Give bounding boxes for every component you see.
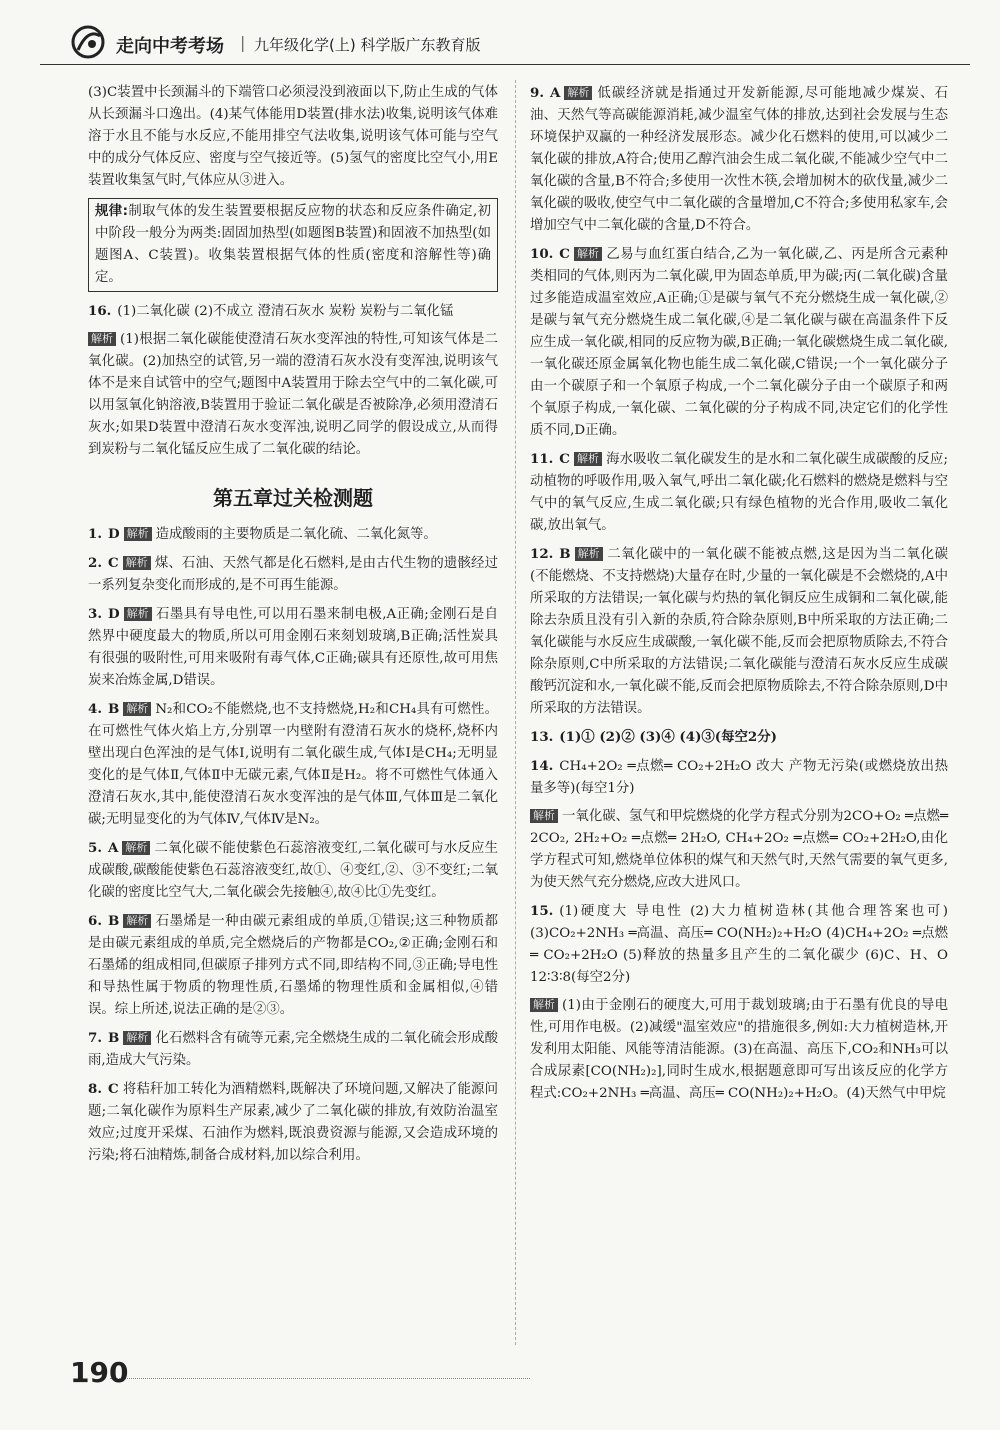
rule-text: 制取气体的发生装置要根据反应物的状态和反应条件确定,初中阶段一般分为两类:固固加热型(如题图B装置)和固液不加热型(如题图A、C装置)。收集装置根据气体的性质(密度和溶解性等)确定。 — [95, 204, 491, 285]
book-subject: 九年级化学(上) 科学版广东教育版 — [254, 36, 481, 54]
question-number: 8. — [88, 1081, 102, 1097]
explanation-text: 海水吸收二氧化碳发生的是水和二氧化碳生成碳酸的反应;动植物的呼吸作用,吸入氧气,呼出二氧化碳;化石燃料的燃烧是燃料与空气中的氧气反应,生成二氧化碳;只有绿色植物的光合作用,吸收二氧化碳,放出氧气。 — [530, 452, 948, 533]
analysis-tag: 解析 — [564, 86, 592, 100]
analysis-tag: 解析 — [88, 332, 116, 346]
analysis-tag: 解析 — [123, 702, 151, 716]
analysis-tag: 解析 — [124, 527, 152, 541]
section-title: 第五章过关检测题 — [213, 486, 373, 510]
question-item — [530, 448, 948, 537]
answer-letter: D — [107, 606, 120, 622]
explanation-16 — [88, 329, 498, 461]
question-number: 7. — [88, 1030, 102, 1046]
analysis-tag: 解析 — [575, 547, 603, 561]
question-number: 10. — [530, 246, 554, 262]
answer-letter: C — [107, 555, 119, 571]
answer-letter: A — [107, 840, 119, 856]
explanation-text: 石墨烯是一种由碳元素组成的单质,①错误;这三种物质都是由碳元素组成的单质,完全燃烧后的产物都是CO₂,②正确;金刚石和石墨烯的组成相同,但碳原子排列方式不同,即结构不同,③正确;导电性和导热性属于物质的物理性质,石墨烯的物理性质和金属相似,④错误。综上所述,说法正确的是②③。 — [88, 914, 498, 1017]
question-15 — [530, 900, 948, 989]
question-number: 11. — [530, 451, 554, 467]
explanation-text: N₂和CO₂不能燃烧,也不支持燃烧,H₂和CH₄具有可燃性。在可燃性气体火焰上方,分别罩一内壁附有澄清石灰水的烧杯,烧杯内壁出现白色浑浊的是气体Ⅰ,说明有二氧化碳生成,气体Ⅰ是CH₄;无明显变化的是气体Ⅱ,气体Ⅱ中无碳元素,气体Ⅱ是H₂。将不可燃性气体通入澄清石灰水,其中,能使澄清石灰水变浑浊的是气体Ⅲ,气体Ⅲ是二氧化碳;无明显变化的为气体Ⅳ,气体Ⅳ是N₂。 — [88, 702, 498, 827]
explanation-text: (1)由于金刚石的硬度大,可用于裁划玻璃;由于石墨有优良的导电性,可用作电极。(2)减缓"温室效应"的措施很多,例如:大力植树造林,开发利用太阳能、风能等清洁能源。(3)在高温、高压下,CO₂和NH₃可以合成尿素[CO(NH₂)₂],同时生成水,根据题意即可写出该反应的化学方程式:CO₂+2NH₃ ═高温、高压═ CO(NH₂)₂+H₂O。(4)天然气中甲烷 — [530, 998, 948, 1101]
analysis-tag: 解析 — [122, 841, 150, 855]
analysis-tag: 解析 — [574, 247, 602, 261]
question-number: 16. — [88, 303, 112, 319]
left-column — [88, 82, 498, 1173]
question-number: 15. — [530, 903, 554, 919]
answer-letter: A — [549, 85, 561, 101]
question-item — [88, 910, 498, 1021]
explanation-text: 石墨具有导电性,可以用石墨来制电极,A正确;金刚石是自然界中硬度最大的物质,所以可用金刚石来刻划玻璃,B正确;活性炭具有很强的吸附性,可用来吸附有毒气体,C正确;碳具有还原性,故可用焦炭来冶炼金属,D错误。 — [88, 607, 498, 688]
question-item — [88, 523, 498, 546]
series-logo-icon — [70, 24, 106, 60]
question-item — [530, 82, 948, 237]
footer-line — [110, 1378, 530, 1379]
answer-letter: B — [107, 913, 120, 929]
answer-continuation: (3)C装置中长颈漏斗的下端管口必须浸没到液面以下,防止生成的气体从长颈漏斗口逸出。(4)某气体能用D装置(排水法)收集,说明该气体难溶于水且不能与水反应,不能用排空气法收集,说明该气体可能与空气中的成分气体反应、密度与空气接近等。(5)氢气的密度比空气小,用E装置收集氢气时,气体应从③进入。 — [88, 85, 498, 188]
answer-letter: B — [559, 546, 571, 562]
page-number: 190 — [70, 1356, 129, 1389]
right-column — [530, 82, 948, 1111]
question-item — [88, 603, 498, 692]
question-item — [88, 837, 498, 904]
explanation-text: 一氧化碳、氢气和甲烷燃烧的化学方程式分别为2CO+O₂ ═点燃═ 2CO₂, 2H₂+O₂ ═点燃═ 2H₂O, CH₄+2O₂ ═点燃═ CO₂+2H₂O,由化学方程式可知,燃烧单位体积的煤气和天然气时,天然气需要的氧气更多,为使天然气充分燃烧,应改大进风口。 — [530, 809, 948, 890]
explanation-text: 二氧化碳中的一氧化碳不能被点燃,这是因为当二氧化碳(不能燃烧、不支持燃烧)大量存在时,少量的一氧化碳是不会燃烧的,A中所采取的方法错误;一氧化碳与灼热的氧化铜反应生成铜和二氧化碳,能除去杂质且没有引入新的杂质,符合除杂原则,B中所采取的方法正确;二氧化碳能与水反应生成碳酸,一氧化碳不能,反而会把原物质除去,不符合除杂原则,C中所采取的方法错误;二氧化碳能与澄清石灰水反应生成碳酸钙沉淀和水,一氧化碳不能,反而会把原物质除去,不符合除杂原则,D中所采取的方法错误。 — [530, 547, 948, 716]
question-number: 4. — [88, 701, 102, 717]
explanation-15 — [530, 995, 948, 1105]
analysis-tag: 解析 — [124, 607, 152, 621]
analysis-tag: 解析 — [530, 998, 558, 1012]
column-divider — [515, 80, 516, 1345]
question-number: 5. — [88, 840, 102, 856]
question-number: 9. — [530, 85, 544, 101]
answer-letter: C — [107, 1081, 119, 1097]
question-number: 2. — [88, 555, 102, 571]
answer-letter: B — [107, 1030, 120, 1046]
answer-text: (1)① (2)② (3)④ (4)③(每空2分) — [559, 729, 777, 745]
question-number: 14. — [530, 758, 554, 774]
page-header — [40, 20, 970, 65]
explanation-text: 化石燃料含有硫等元素,完全燃烧生成的二氧化硫会形成酸雨,造成大气污染。 — [88, 1031, 498, 1068]
answer-letter: C — [559, 246, 570, 262]
answer-text: (1)二氧化碳 (2)不成立 澄清石灰水 炭粉 炭粉与二氧化锰 — [117, 304, 454, 319]
answer-letter: C — [559, 451, 570, 467]
explanation-14 — [530, 806, 948, 894]
explanation-text: 二氧化碳不能使紫色石蕊溶液变红,二氧化碳可与水反应生成碳酸,碳酸能使紫色石蕊溶液变红,故①、④变红,②、③不变红;二氧化碳的密度比空气大,二氧化碳会先接触④,故④比①先变红。 — [88, 841, 498, 900]
answer-letter: D — [107, 526, 120, 542]
analysis-tag: 解析 — [574, 452, 602, 466]
question-number: 1. — [88, 526, 102, 542]
analysis-tag: 解析 — [530, 809, 558, 823]
rule-box — [88, 198, 498, 292]
series-title: 走向中考考场 — [116, 36, 224, 57]
question-number: 12. — [530, 546, 554, 562]
question-number: 3. — [88, 606, 102, 622]
explanation-text: 将秸秆加工转化为酒精燃料,既解决了环境问题,又解决了能源问题;二氧化碳作为原料生产尿素,减少了二氧化碳的排放,有效防治温室效应;过度开采煤、石油作为燃料,既浪费资源与能源,又会造成环境的污染;将石油精炼,制备合成材料,加以综合利用。 — [88, 1082, 498, 1163]
question-item — [530, 243, 948, 442]
question-13 — [530, 726, 948, 749]
explanation-text: 造成酸雨的主要物质是二氧化硫、二氧化氮等。 — [155, 527, 437, 542]
answer-text: CH₄+2O₂ ═点燃═ CO₂+2H₂O 改大 产物无污染(或燃烧放出热量多等)(每空1分) — [530, 759, 948, 796]
answer-text: (1)硬度大 导电性 (2)大力植树造林(其他合理答案也可) (3)CO₂+2NH₃ ═高温、高压═ CO(NH₂)₂+H₂O (4)CH₄+2O₂ ═点燃═ CO₂+2H₂O (5)释放的热量多且产生的二氧化碳少 (6)C、H、O 12∶3∶8(每空2分) — [530, 904, 948, 985]
analysis-tag: 解析 — [123, 556, 151, 570]
header-separator: | — [240, 33, 246, 52]
rule-label: 规律: — [95, 204, 128, 219]
answer-letter: B — [107, 701, 120, 717]
question-number: 13. — [530, 729, 554, 745]
explanation-text: 乙易与血红蛋白结合,乙为一氧化碳,乙、丙是所含元素种类相同的气体,则丙为二氧化碳,甲为固态单质,甲为碳;丙(二氧化碳)含量过多能造成温室效应,A正确;①是碳与氧气不充分燃烧生成一氧化碳,②是碳与氧气充分燃烧生成二氧化碳,④是二氧化碳与碳在高温条件下反应生成一氧化碳,相同的反应物为碳,B正确;一氧化碳燃烧生成二氧化碳,一氧化碳还原金属氧化物也能生成二氧化碳,C错误;一个一氧化碳分子由一个碳原子和一个氧原子构成,一个二氧化碳分子由一个碳原子和两个氧原子构成,一氧化碳、二氧化碳的分子构成不同,决定它们的化学性质不同,D正确。 — [530, 247, 948, 438]
analysis-tag: 解析 — [123, 914, 151, 928]
analysis-tag: 解析 — [123, 1031, 151, 1045]
explanation-text: (1)根据二氧化碳能使澄清石灰水变浑浊的特性,可知该气体是二氧化碳。(2)加热空的试管,另一端的澄清石灰水没有变浑浊,说明该气体不是来自试管中的空气;题图中A装置用于除去空气中的二氧化碳,可以用氢氧化钠溶液,B装置用于验证二氧化碳是否被除净,必须用澄清石灰水;如果D装置中澄清石灰水变浑浊,说明乙同学的假设成立,从而得到炭粉与二氧化锰反应生成了二氧化碳的结论。 — [88, 332, 498, 457]
explanation-text: 煤、石油、天然气都是化石燃料,是由古代生物的遗骸经过一系列复杂变化而形成的,是不可再生能源。 — [88, 556, 498, 593]
question-item — [88, 1078, 498, 1167]
question-item — [88, 552, 498, 597]
question-item — [88, 1027, 498, 1072]
explanation-text: 低碳经济就是指通过开发新能源,尽可能地减少煤炭、石油、天然气等高碳能源消耗,减少温室气体的排放,达到社会发展与生态环境保护双赢的一种经济发展形态。减少化石燃料的使用,可以减少二氧化碳的排放,A符合;使用乙醇汽油会生成二氧化碳,不能减少空气中二氧化碳的含量,B不符合;多使用一次性木筷,会增加树木的砍伐量,减少二氧化碳的吸收,使空气中二氧化碳的含量增加,C不符合;多使用私家车,会增加空气中二氧化碳的含量,D不符合。 — [530, 86, 948, 233]
question-item — [530, 543, 948, 720]
question-16 — [88, 300, 498, 323]
question-14 — [530, 755, 948, 800]
question-item — [88, 698, 498, 831]
question-number: 6. — [88, 913, 102, 929]
